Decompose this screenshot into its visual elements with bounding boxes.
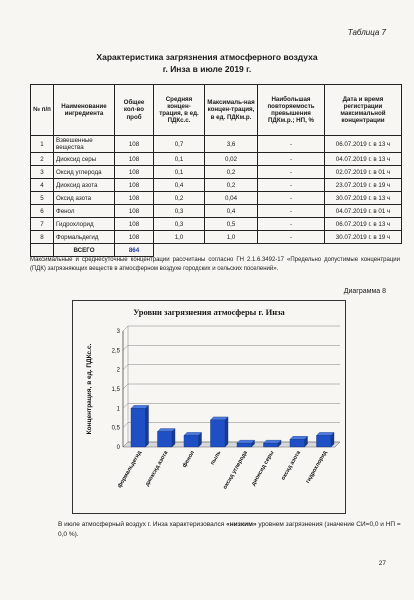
table-row <box>31 231 402 244</box>
table-cell: Фенол <box>54 205 115 218</box>
table-cell: 3,6 <box>205 136 258 153</box>
bar-top <box>290 436 308 439</box>
table-cell: 4 <box>31 179 54 192</box>
table-cell: 108 <box>115 179 154 192</box>
conclusion-part: уровнем загрязнения (значение СИ=0,0 и НП = 0,0 %). <box>58 521 401 539</box>
table-cell: 1,0 <box>154 231 205 244</box>
table-cell <box>31 244 54 257</box>
y-tick-label: 0 <box>116 445 120 451</box>
chart-back <box>123 326 340 331</box>
table-cell: 0,02 <box>205 153 258 166</box>
conclusion-bold: «низким» <box>226 521 257 528</box>
table-cell: 30.07.2019 г. в 13 ч <box>325 192 402 205</box>
bar-top <box>184 432 202 435</box>
conclusion-text <box>58 520 403 541</box>
header-cell: Общее кол-во проб <box>115 85 154 136</box>
table-cell: Диоксид азота <box>54 179 115 192</box>
table-cell: 0,1 <box>154 153 205 166</box>
table-cell: 1 <box>31 136 54 153</box>
table-cell: 5 <box>31 192 54 205</box>
page-number: 27 <box>378 560 386 567</box>
table-cell: 108 <box>115 205 154 218</box>
total-value: 864 <box>115 244 154 257</box>
table-cell: 0,3 <box>154 218 205 231</box>
x-tick-label: диоксид азота <box>144 450 170 488</box>
header-cell: Наименование ингредиента <box>54 85 115 136</box>
table-cell: 3 <box>31 166 54 179</box>
table-row <box>31 179 402 192</box>
table-cell: 108 <box>115 192 154 205</box>
table-row <box>31 136 402 153</box>
table-cell: 04.07.2019 г. в 13 ч <box>325 153 402 166</box>
table-cell: - <box>258 153 325 166</box>
table-row <box>31 166 402 179</box>
table-total-row <box>31 244 402 257</box>
x-tick-label: гидрохлорид <box>305 450 329 485</box>
pollution-table <box>30 84 402 257</box>
header-cell: № п/п <box>31 85 54 136</box>
table-cell: Формальдегид <box>54 231 115 244</box>
table-cell: 0,4 <box>205 205 258 218</box>
table-cell: 04.07.2019 г. в 01 ч <box>325 205 402 218</box>
chart-frame <box>72 300 346 514</box>
table-cell: - <box>258 179 325 192</box>
table-header-row <box>31 85 402 136</box>
y-tick-label: 1,5 <box>111 387 120 393</box>
y-tick-label: 2 <box>116 367 120 374</box>
table-cell: Диоксид серы <box>54 153 115 166</box>
table-cell: 108 <box>115 136 154 153</box>
bar <box>237 443 252 447</box>
y-tick-label: 3 <box>116 329 120 335</box>
bar-top <box>157 429 175 432</box>
table-cell: - <box>258 205 325 218</box>
table-cell: 0,1 <box>154 166 205 179</box>
bar <box>184 435 199 447</box>
table-cell: 8 <box>31 231 54 244</box>
y-tick-label: 2,5 <box>111 348 120 355</box>
table-cell: 108 <box>115 218 154 231</box>
grid-line <box>123 345 128 350</box>
table-cell: 0,3 <box>154 205 205 218</box>
bar-top <box>316 432 334 435</box>
bar <box>290 439 305 447</box>
table-cell: 0,2 <box>205 179 258 192</box>
table-label: Таблица 7 <box>347 28 386 37</box>
grid-line <box>123 326 128 331</box>
y-tick-label: 1 <box>116 406 120 413</box>
diagram-label: Диаграмма 8 <box>343 288 386 295</box>
table-cell: 0,5 <box>205 218 258 231</box>
total-label: ВСЕГО <box>54 244 115 257</box>
table-cell: 06.07.2019 г. в 13 ч <box>325 136 402 153</box>
bar-top <box>263 440 281 443</box>
table-cell: 02.07.2019 г. в 01 ч <box>325 166 402 179</box>
table-cell: 2 <box>31 153 54 166</box>
table-cell: 23.07.2019 г. в 19 ч <box>325 179 402 192</box>
grid-line <box>123 423 128 428</box>
bar-side <box>172 429 175 447</box>
table-cell <box>154 244 402 257</box>
table-cell: 0,2 <box>154 192 205 205</box>
grid-line <box>123 365 128 370</box>
bar-top <box>210 417 228 420</box>
table-cell: 0,2 <box>205 166 258 179</box>
table-cell: Взвешенные вещества <box>54 136 115 153</box>
table-cell: - <box>258 192 325 205</box>
x-tick-label: фенол <box>181 450 196 469</box>
table-cell: 06.07.2019 г. в 13 ч <box>325 218 402 231</box>
table-cell: - <box>258 218 325 231</box>
table-cell: 1,0 <box>205 231 258 244</box>
bar <box>316 435 331 447</box>
bar <box>210 420 225 447</box>
table-cell: - <box>258 166 325 179</box>
table-cell: - <box>258 231 325 244</box>
table-cell: 0,4 <box>154 179 205 192</box>
table-cell: 0,7 <box>154 136 205 153</box>
table-row <box>31 205 402 218</box>
bar-top <box>237 440 255 443</box>
bar <box>157 432 172 447</box>
x-tick-label: диоксид серы <box>250 450 276 487</box>
bar <box>131 408 146 447</box>
header-cell: Дата и время регистрации максимальной концентрации <box>325 85 402 136</box>
document-title: Характеристика загрязнения атмосферного воздуха <box>96 52 318 62</box>
table-cell: 0,04 <box>205 192 258 205</box>
document-subtitle: г. Инза в июле 2019 г. <box>162 64 252 74</box>
header-cell: Максималь-ная концен-трация, в ед. ПДКм.р. <box>205 85 258 136</box>
table-cell: Оксид углерода <box>54 166 115 179</box>
x-tick-label: пыль <box>209 450 223 467</box>
table-cell: 108 <box>115 231 154 244</box>
table-row <box>31 192 402 205</box>
table-cell: 6 <box>31 205 54 218</box>
table-cell: 30.07.2019 г. в 19 ч <box>325 231 402 244</box>
table-cell: - <box>258 136 325 153</box>
conclusion-part: В июле атмосферный воздух г. Инза характеризовался <box>58 521 227 528</box>
grid-line <box>123 403 128 408</box>
table-cell: 108 <box>115 166 154 179</box>
grid-line <box>123 384 128 389</box>
bar-chart <box>73 301 345 513</box>
chart-title: Уровни загрязнения атмосферы г. Инза <box>133 307 285 317</box>
table-cell: 108 <box>115 153 154 166</box>
bar <box>263 443 278 447</box>
x-tick-label: оксид азота <box>280 450 302 482</box>
table-row <box>31 153 402 166</box>
bar-side <box>225 417 228 447</box>
y-tick-label: 0,5 <box>111 425 120 432</box>
header-cell: Наибольшая повторяемость превышения ПДКм.р.; НП, % <box>258 85 325 136</box>
table-row <box>31 218 402 231</box>
bar-top <box>131 405 149 408</box>
x-tick-label: оксид углерода <box>222 450 249 491</box>
bar-side <box>146 405 149 447</box>
table-cell: 7 <box>31 218 54 231</box>
header-cell: Средняя концен-трация, в ед. ПДКс.с. <box>154 85 205 136</box>
table-cell: Оксид азота <box>54 192 115 205</box>
x-tick-label: формальдегид <box>116 450 143 490</box>
table-cell: Гидрохлорид <box>54 218 115 231</box>
y-axis-label: Концентрация, в ед. ПДКс.с. <box>86 343 93 435</box>
note-text: Максимальные и среднесуточные концентрации рассчитаны согласно ГН 2.1.6.3492-17 «Предельно допустимые концентрации (ПДК) загрязняющих веществ в атмосферном воздухе городских и сельских поселений». <box>30 257 400 272</box>
